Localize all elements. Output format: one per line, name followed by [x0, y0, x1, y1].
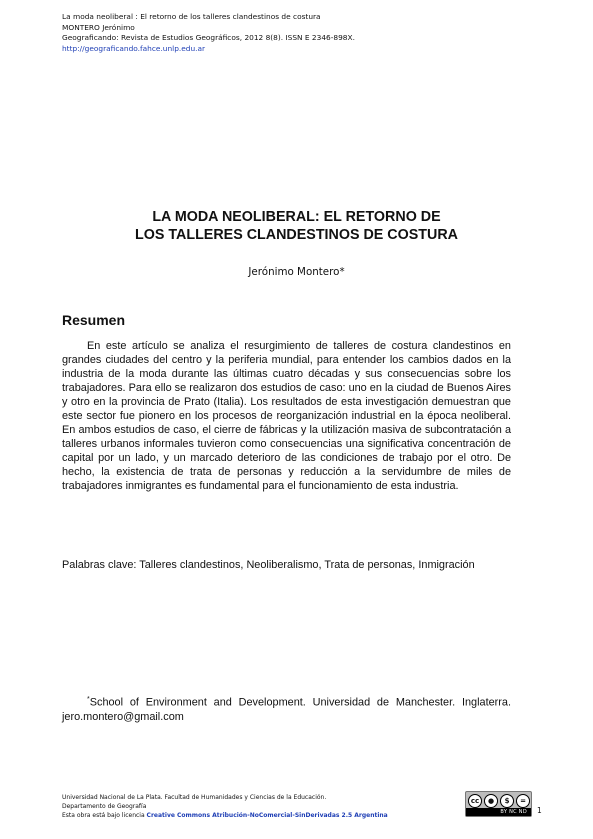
- running-header: [62, 12, 542, 54]
- footer-university: Universidad Nacional de La Plata. Facultad de Humanidades y Ciencias de la Educación.: [62, 794, 327, 801]
- abstract-text: En este artículo se analiza el resurgimiento de talleres de costura clandestinos en grandes ciudades del centro y la periferia mundial, para entender los cambios dados en la industria de la moda durante las últimas cuatro décadas y sus consecuencias sobre los trabajadores. Para ello se realizaron dos estudios de caso: uno en la ciudad de Buenos Aires y otro en la provincia de Prato (Italia). Los resultados de esta investigación demuestran que este sector fue pionero en los procesos de reorganización industrial en la época neoliberal. En ambos estudios de caso, el cierre de fábricas y la utilización masiva de subcontratación a talleres urbanos informales tuvieron como consecuencias una significativa concentración de capital por un lado, y un marcado deterioro de las condiciones de trabajo por el otro. De hecho, la existencia de trata de personas y reducción a la servidumbre de miles de trabajadores inmigrantes es fundamental para el funcionamiento de esta industria.: [62, 340, 511, 493]
- header-journal-link[interactable]: http://geograficando.fahce.unlp.edu.ar: [62, 43, 206, 53]
- footer-department: Departamento de Geografía: [62, 803, 147, 810]
- cc-icons: [468, 793, 530, 809]
- cc-icon: cc: [468, 794, 482, 808]
- page-footer: [62, 793, 462, 820]
- footer-license-link[interactable]: Creative Commons Atribución-NoComercial-SinDerivadas 2.5 Argentina: [146, 812, 388, 819]
- attribution-icon: ●: [484, 794, 498, 808]
- noncommercial-icon: $: [500, 794, 514, 808]
- noderivatives-icon: =: [516, 794, 530, 808]
- footnote-marker: *: [87, 696, 90, 703]
- keywords-text: Talleres clandestinos, Neoliberalismo, Trata de personas, Inmigración: [136, 559, 475, 571]
- paper-title: [62, 208, 531, 244]
- title-line-2: LOS TALLERES CLANDESTINOS DE COSTURA: [134, 227, 458, 243]
- title-line-1: LA MODA NEOLIBERAL: EL RETORNO DE: [152, 209, 441, 225]
- header-author: MONTERO Jerónimo: [62, 22, 135, 32]
- cc-badge-band: BY NC ND: [466, 808, 531, 816]
- header-article-title: La moda neoliberal : El retorno de los talleres clandestinos de costura: [62, 12, 321, 21]
- header-journal-citation: Geograficando: Revista de Estudios Geográficos, 2012 8(8). ISSN E 2346-898X.: [62, 33, 355, 43]
- footer-license-prefix: Esta obra está bajo licencia: [62, 812, 147, 819]
- author-footnote: [62, 693, 511, 724]
- abstract-heading: Resumen: [62, 312, 126, 328]
- page-number: 1: [537, 806, 542, 815]
- footnote-text: School of Environment and Development. Universidad de Manchester. Inglaterra. jero.montero@gmail.com: [62, 696, 511, 723]
- keywords: [62, 558, 511, 572]
- creative-commons-badge[interactable]: [465, 791, 532, 817]
- abstract-body: [62, 339, 511, 494]
- author-name: Jerónimo Montero*: [248, 266, 345, 278]
- keywords-label: Palabras clave:: [62, 559, 137, 571]
